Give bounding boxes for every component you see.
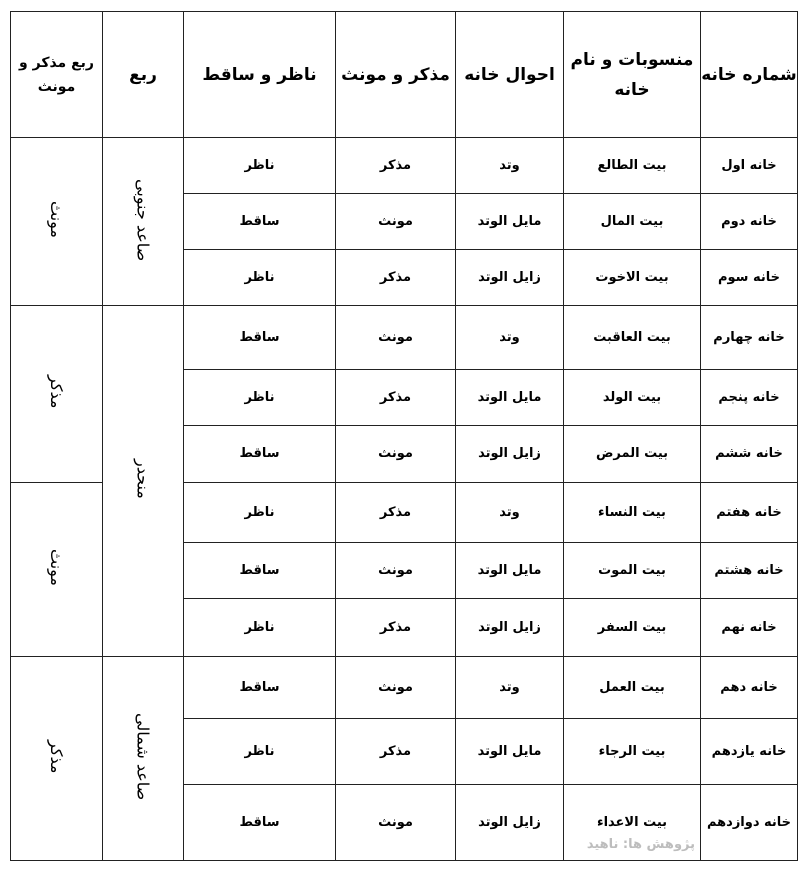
header-house-number: شماره خانه <box>701 12 798 138</box>
quadrant-cell-1: صاعد جنوبی <box>103 138 184 306</box>
house-cell: خانه هفتم <box>701 482 798 542</box>
state-cell: مايل الوتد <box>456 370 564 426</box>
aspect-cell: ساقط <box>184 306 336 370</box>
gender-cell: مذکر <box>336 482 456 542</box>
state-cell: مايل الوتد <box>456 718 564 784</box>
aspect-cell: ناظر <box>184 482 336 542</box>
house-cell: خانه يازدهم <box>701 718 798 784</box>
gender-cell: مونث <box>336 656 456 718</box>
aspect-cell: ساقط <box>184 656 336 718</box>
state-cell: وتد <box>456 656 564 718</box>
state-cell: زايل الوتد <box>456 250 564 306</box>
name-cell: بيت النساء <box>564 482 701 542</box>
state-cell: زايل الوتد <box>456 784 564 860</box>
quadrant-cell-2: منحدر <box>103 306 184 656</box>
aspect-cell: ناظر <box>184 250 336 306</box>
name-cell: بيت المال <box>564 194 701 250</box>
house-cell: خانه دوم <box>701 194 798 250</box>
state-cell: وتد <box>456 482 564 542</box>
house-cell: خانه سوم <box>701 250 798 306</box>
watermark: پژوهش ها: ناهید <box>586 837 695 852</box>
header-gender: مذکر و مونث <box>336 12 456 138</box>
gender-cell: مونث <box>336 784 456 860</box>
gender-cell: مونث <box>336 306 456 370</box>
gender-cell: مونث <box>336 426 456 482</box>
name-cell: بيت السفر <box>564 598 701 656</box>
aspect-cell: ناظر <box>184 598 336 656</box>
state-cell: زايل الوتد <box>456 426 564 482</box>
header-name: منسوبات و نام خانه <box>564 12 701 138</box>
gender-cell: مذکر <box>336 250 456 306</box>
house-cell: خانه نهم <box>701 598 798 656</box>
gender-cell: مونث <box>336 542 456 598</box>
aspect-cell: ساقط <box>184 426 336 482</box>
gender-cell: مذکر <box>336 138 456 194</box>
name-cell: بيت الطالع <box>564 138 701 194</box>
aspect-cell: ساقط <box>184 194 336 250</box>
aspect-cell: ناظر <box>184 718 336 784</box>
state-cell: وتد <box>456 138 564 194</box>
aspect-cell: ناظر <box>184 138 336 194</box>
gender-cell: مذکر <box>336 598 456 656</box>
house-cell: خانه هشتم <box>701 542 798 598</box>
quadrant-gender-cell-4: مذکر <box>11 656 103 860</box>
state-cell: زايل الوتد <box>456 598 564 656</box>
aspect-cell: ساقط <box>184 542 336 598</box>
house-cell: خانه چهارم <box>701 306 798 370</box>
name-cell: بيت العاقبت <box>564 306 701 370</box>
house-cell: خانه دوازدهم <box>701 784 798 860</box>
name-cell: بيت الرجاء <box>564 718 701 784</box>
quadrant-cell-4: صاعد شمالی <box>103 656 184 860</box>
name-cell: بيت الموت <box>564 542 701 598</box>
house-cell: خانه دهم <box>701 656 798 718</box>
house-cell: خانه ششم <box>701 426 798 482</box>
name-cell: بيت المرض <box>564 426 701 482</box>
quadrant-gender-cell-1: مونث <box>11 138 103 306</box>
houses-table <box>10 11 798 861</box>
house-cell: خانه پنجم <box>701 370 798 426</box>
house-cell: خانه اول <box>701 138 798 194</box>
gender-cell: مذکر <box>336 370 456 426</box>
quadrant-gender-cell-3: مونث <box>11 482 103 656</box>
header-quadrant: ربع <box>103 12 184 138</box>
header-state: احوال خانه <box>456 12 564 138</box>
gender-cell: مونث <box>336 194 456 250</box>
aspect-cell: ساقط <box>184 784 336 860</box>
quadrant-gender-cell-2: مذکر <box>11 306 103 482</box>
name-cell: بيت الاعداء <box>564 784 701 860</box>
aspect-cell: ناظر <box>184 370 336 426</box>
name-cell: بيت الاخوت <box>564 250 701 306</box>
state-cell: وتد <box>456 306 564 370</box>
name-cell: بيت العمل <box>564 656 701 718</box>
header-quadrant-gender: ربع مذکر و مونث <box>11 12 103 138</box>
state-cell: مايل الوتد <box>456 542 564 598</box>
name-cell: بيت الولد <box>564 370 701 426</box>
gender-cell: مذکر <box>336 718 456 784</box>
state-cell: مايل الوتد <box>456 194 564 250</box>
header-aspect: ناظر و ساقط <box>184 12 336 138</box>
